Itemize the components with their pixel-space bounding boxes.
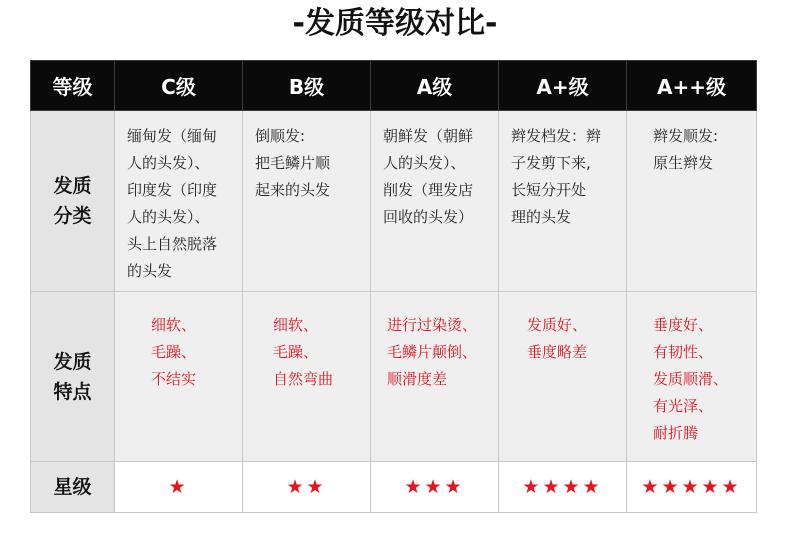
category-text-a: 朝鲜发（朝鲜 人的头发）、 削发（理发店 回收的头发） [383,127,474,226]
feature-cell-a-plus [499,292,627,462]
category-cell-a-plus [499,111,627,292]
feature-cell-c [115,292,243,462]
star-rating-c: ★ [115,462,243,513]
star-rating-a: ★★★ [371,462,499,513]
header-grade-c: C级 [115,61,243,111]
table-header-row [31,61,757,111]
table-row-features [31,292,757,462]
header-grade-a-plus: A+级 [499,61,627,111]
row-label-features-text: 发质 特点 [53,350,92,403]
feature-text-a-double-plus: 垂度好、 有韧性、 发质顺滑、 有光泽、 耐折腾 [653,316,729,442]
row-label-category [31,111,115,292]
feature-text-a: 进行过染烫、 毛鳞片颠倒、 顺滑度差 [387,316,478,388]
category-text-b: 倒顺发: 把毛鳞片顺 起来的头发 [255,127,331,199]
header-label: 等级 [31,61,115,111]
feature-cell-b [243,292,371,462]
category-cell-a-double-plus [627,111,757,292]
hair-grade-comparison-table [30,60,757,513]
star-rating-a-double-plus: ★★★★★ [627,462,757,513]
row-label-category-text: 发质 分类 [53,175,92,227]
feature-text-c: 细软、 毛躁、 不结实 [151,316,197,388]
star-rating-a-plus: ★★★★ [499,462,627,513]
category-cell-b [243,111,371,292]
header-grade-b: B级 [243,61,371,111]
table-row-stars [31,462,757,513]
category-text-c: 缅甸发（缅甸 人的头发）、 印度发（印度 人的头发）、 头上自然脱落 的头发 [127,127,218,280]
page-title: -发质等级对比- [292,6,498,41]
feature-text-a-plus: 发质好、 垂度略差 [527,316,588,361]
row-label-features [31,292,115,462]
row-label-stars: 星级 [31,462,115,513]
category-text-a-plus: 辫发档发：辫 子发剪下来, 长短分开处 理的头发 [511,127,602,226]
category-text-a-double-plus: 辫发顺发: 原生辫发 [653,127,719,172]
table-row-category [31,111,757,292]
header-grade-a: A级 [371,61,499,111]
category-cell-a [371,111,499,292]
header-grade-a-double-plus: A++级 [627,61,757,111]
feature-text-b: 细软、 毛躁、 自然弯曲 [273,316,334,388]
feature-cell-a [371,292,499,462]
star-rating-b: ★★ [243,462,371,513]
feature-cell-a-double-plus [627,292,757,462]
category-cell-c [115,111,243,292]
